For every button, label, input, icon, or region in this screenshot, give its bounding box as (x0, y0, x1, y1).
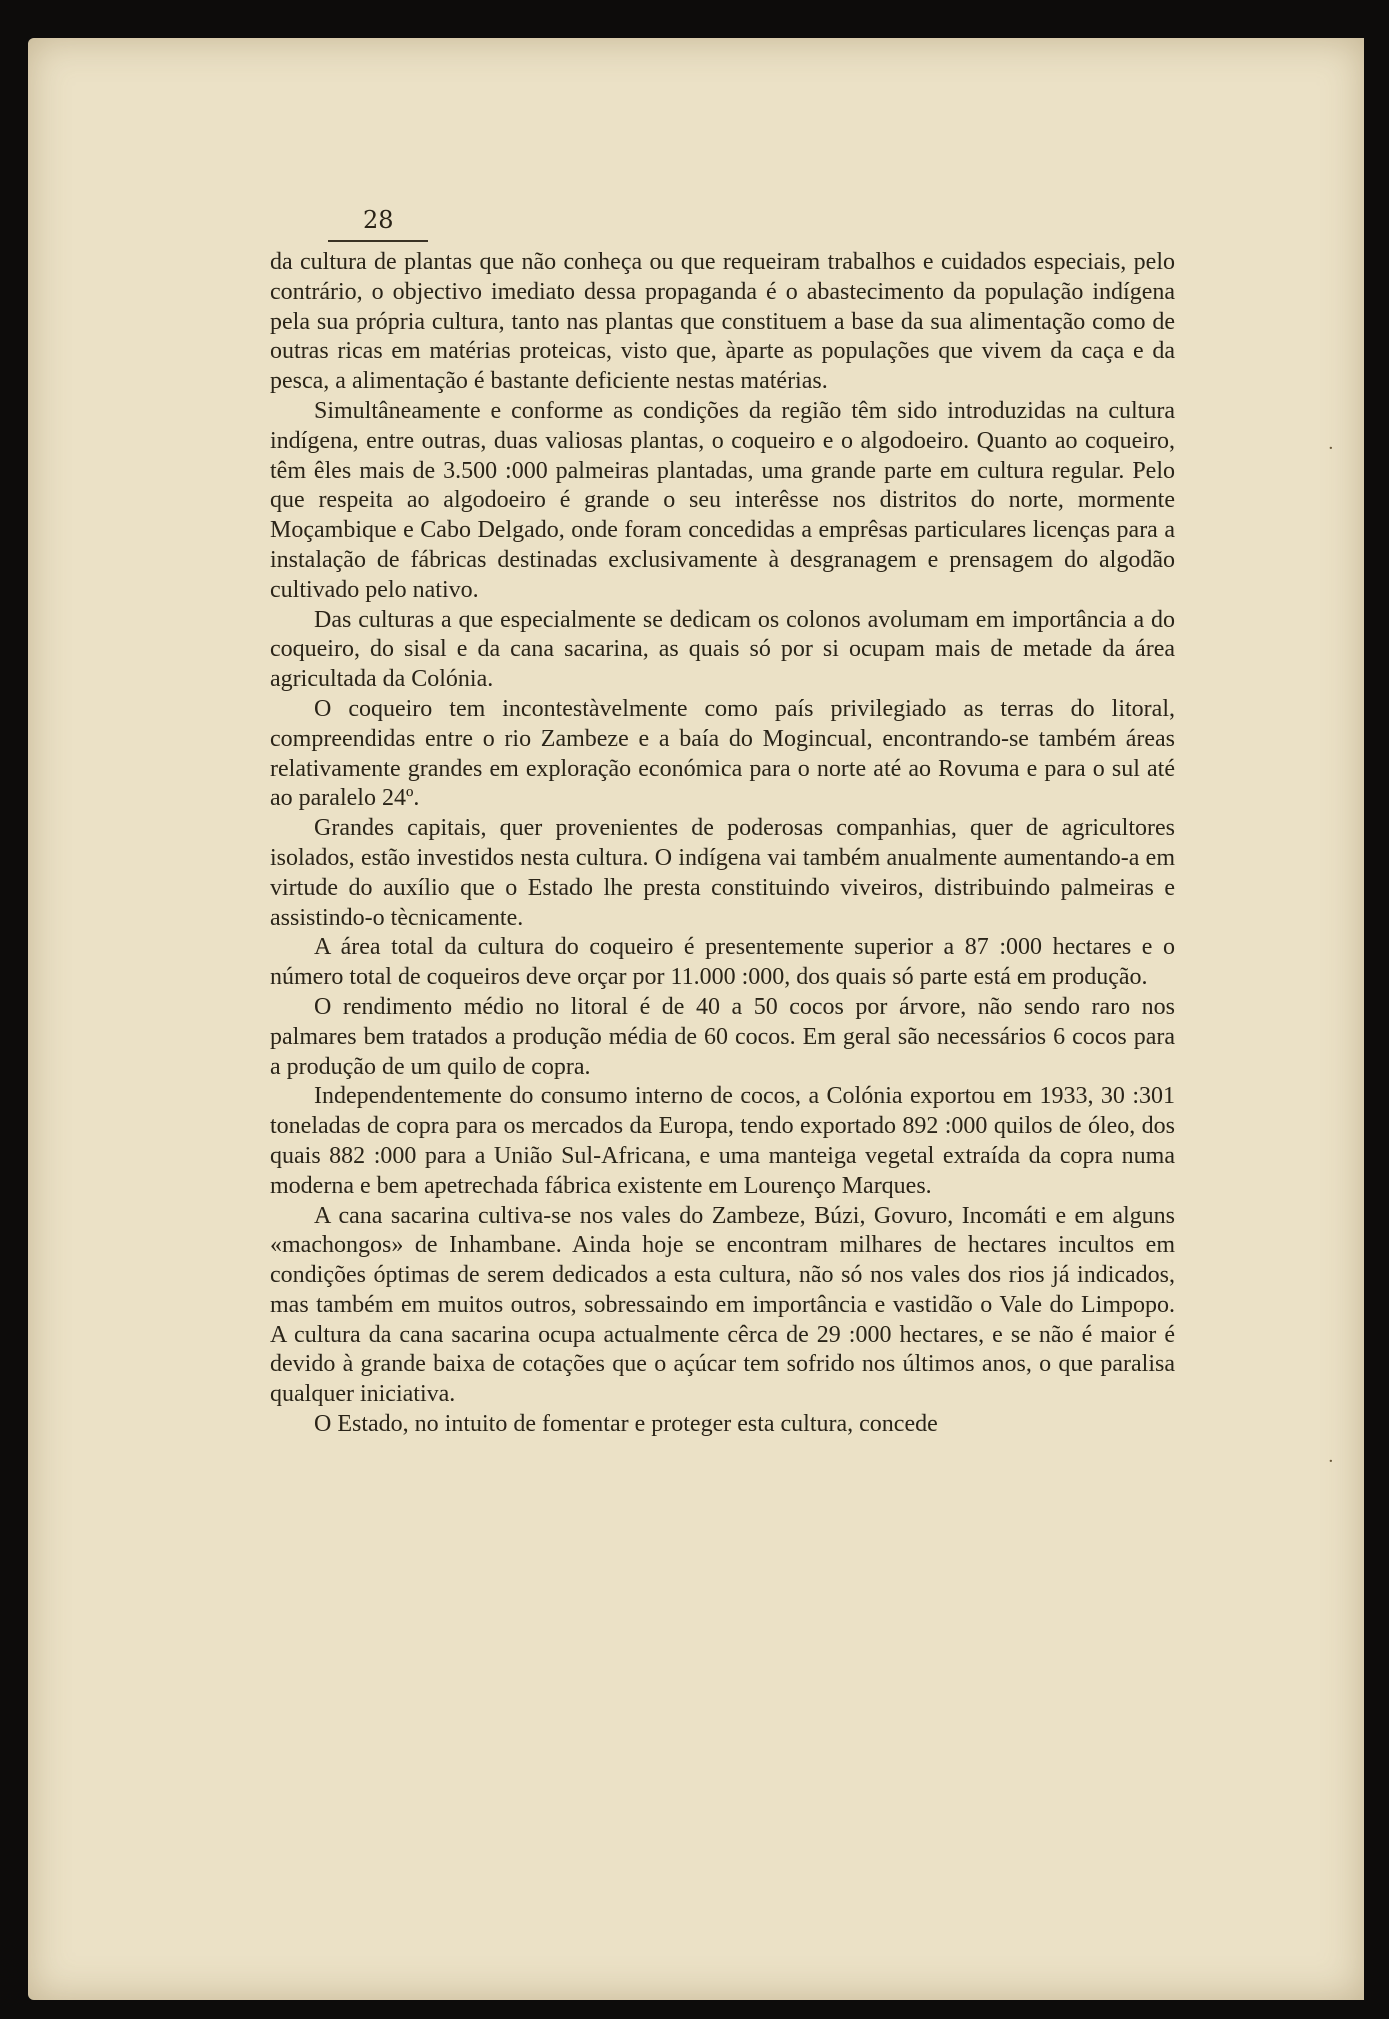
paragraph: O coqueiro tem incontestàvelmente como país privilegiado as terras do litoral, compreendidas entre o rio Zambeze e a baía do Mogincual, encontrando-se também áreas relativamente grandes em exploração económica para o norte até ao Rovuma e para o sul até ao paralelo 24º. (270, 695, 1175, 812)
paragraph: O rendimento médio no litoral é de 40 a 50 cocos por árvore, não sendo raro nos palmares bem tratados a produção média de 60 cocos. Em geral são necessários 6 cocos para a produção de um quilo de copra. (270, 993, 1175, 1080)
paragraph: Simultâneamente e conforme as condições da região têm sido introduzidas na cultura indígena, entre outras, duas valiosas plantas, o coqueiro e o algodoeiro. Quanto ao coqueiro, têm êles mais de 3.500 :000 palmeiras plantadas, uma grande parte em cultura regular. Pelo que respeita ao algodoeiro é grande o seu interêsse nos distritos do norte, mormente Moçambique e Cabo Delgado, onde foram concedidas a emprêsas particulares licenças para a instalação de fábricas destinadas exclusivamente à desgranagem e prensagem do algodão cultivado pelo nativo. (270, 397, 1175, 603)
paragraph: Independentemente do consumo interno de cocos, a Colónia exportou em 1933, 30 :301 toneladas de copra para os mercados da Europa, tendo exportado 892 :000 quilos de óleo, dos quais 882 :000 para a União Sul-Africana, e uma manteiga vegetal extraída da copra numa moderna e bem apetrechada fábrica existente em Lourenço Marques. (270, 1083, 1175, 1199)
paragraph: A área total da cultura do coqueiro é presentemente superior a 87 :000 hectares e o número total de coqueiros deve orçar por 11.000 :000, dos quais só parte está em produção. (270, 934, 1175, 991)
paragraph: O Estado, no intuito de fomentar e proteger esta cultura, concede (314, 1411, 938, 1438)
margin-speck: · (1328, 438, 1334, 459)
paragraph: A cana sacarina cultiva-se nos vales do Zambeze, Búzi, Govuro, Incomáti e em alguns «machongos» de Inhambane. Ainda hoje se encontram milhares de hectares incultos em condições óptimas de serem dedicados a esta cultura, não só nos vales dos rios já indicados, mas também em muitos outros, sobressaindo em importância e vastidão o Vale do Limpopo. A cultura da cana sacarina ocupa actualmente cêrca de 29 :000 hectares, e se não é maior é devido à grande baixa de cotações que o açúcar tem sofrido nos últimos anos, o que paralisa qualquer iniciativa. (270, 1202, 1175, 1408)
body-text (270, 248, 1175, 1440)
paragraph: Grandes capitais, quer provenientes de poderosas companhias, quer de agricultores isolados, estão investidos nesta cultura. O indígena vai também anualmente aumentando-a em virtude do auxílio que o Estado lhe presta constituindo viveiros, distribuindo palmeiras e assistindo-o tècnicamente. (270, 815, 1175, 931)
paragraph: Das culturas a que especialmente se dedicam os colonos avolumam em importância a do coqueiro, do sisal e da cana sacarina, as quais só por si ocupam mais de metade da área agricultada da Colónia. (270, 606, 1175, 693)
margin-speck: · (1328, 1451, 1334, 1472)
page-number: 28 (363, 206, 394, 234)
page-number-rule (328, 240, 428, 242)
paragraph: da cultura de plantas que não conheça ou que requeiram trabalhos e cuidados especiais, pelo contrário, o objectivo imediato dessa propaganda é o abastecimento da população indígena pela sua própria cultura, tanto nas plantas que constituem a base da sua alimentação como de outras ricas em matérias proteicas, visto que, àparte as populações que vivem da caça e da pesca, a alimentação é bastante deficiente nestas matérias. (270, 249, 1175, 395)
